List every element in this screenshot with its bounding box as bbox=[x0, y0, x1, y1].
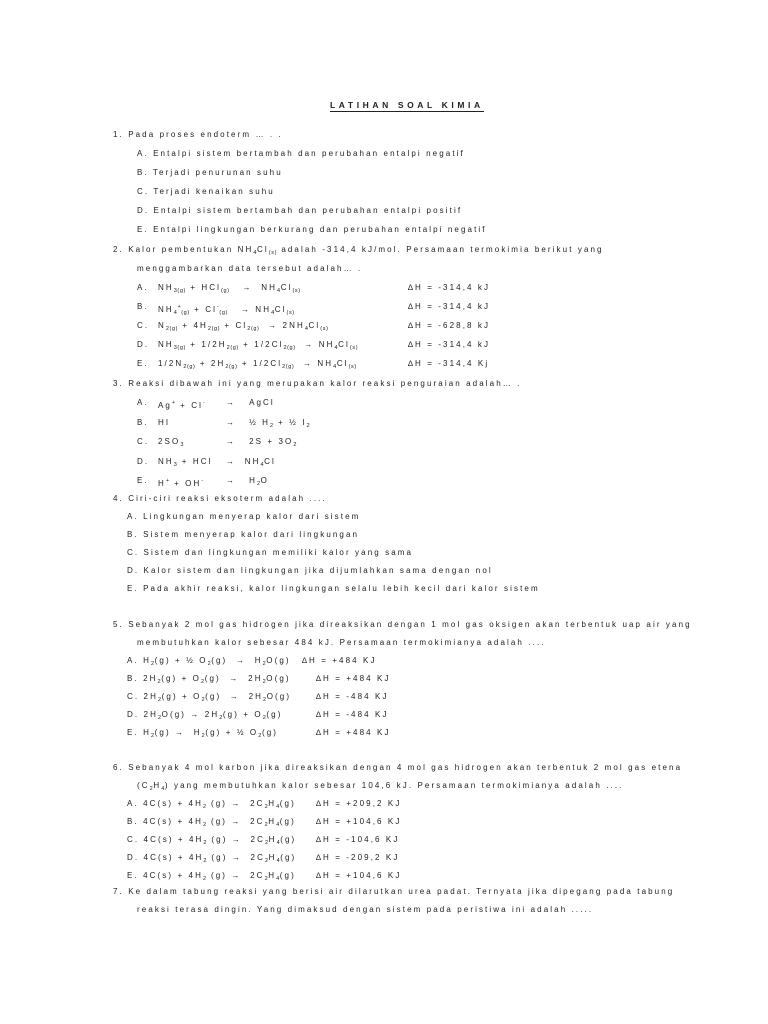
q3-option-d-letter: D. bbox=[137, 457, 150, 466]
q2-option-d-letter: D. bbox=[137, 340, 150, 349]
question-7-stem-cont: reaksi terasa dingin. Yang dimaksud dengan sistem pada peristiwa ini adalah ..... bbox=[137, 905, 594, 914]
q6-option-b-equation: B. $4C(s) + 4H_2$ $(g) \to 2C_2H_4(g)$ bbox=[127, 817, 296, 828]
question-5-stem: 5. Sebanyak 2 mol gas hidrogen jika direaksikan dengan 1 mol gas oksigen akan terbentuk uap air yang bbox=[113, 620, 692, 629]
q5-option-b-equation: B. $2H_2(g) + O_2(g) \to 2H_2O(g)$ bbox=[127, 674, 291, 685]
q2-option-c-letter: C. bbox=[137, 321, 150, 330]
question-2-stem-cont: menggambarkan data tersebut adalah… . bbox=[137, 264, 363, 273]
q6-option-d-dh: ∆H = -209,2 KJ bbox=[316, 853, 400, 862]
q5-option-b-dh: ∆H = +484 KJ bbox=[316, 674, 391, 683]
q4-option-d: D. Kalor sistem dan lingkungan jika dijumlahkan sama dengan nol bbox=[127, 566, 493, 575]
q6-option-a-equation: A. $4C(s) + 4H_2$ $(g) \to 2C_2H_4(g)$ bbox=[127, 799, 296, 810]
q5-option-c-dh: ∆H = -484 KJ bbox=[316, 692, 389, 701]
page-title: LATIHAN SOAL KIMIA bbox=[330, 100, 484, 110]
q2-option-b-dh: ∆H = -314,4 kJ bbox=[408, 302, 491, 311]
q3-option-d-product: → $NH_4Cl$ bbox=[226, 457, 276, 468]
q3-option-b-reactant: HI bbox=[158, 418, 171, 427]
q2-option-a-letter: A. bbox=[137, 283, 149, 292]
q6-option-d-equation: D. $4C(s) + 4H_2$ $(g) \to 2C_2H_4(g)$ bbox=[127, 853, 297, 864]
q2-option-e-equation: $1/2N_{2(g)} + 2H_{2(g)} + 1/2Cl_{2(g)} \to NH_4Cl_{(s)}$ bbox=[158, 359, 357, 370]
q2-option-b-equation: $NH_4^+_{(g)} + Cl^-_{(g)} \to NH_4Cl_{(s)}$ bbox=[158, 304, 295, 316]
q6-option-c-equation: C. $4C(s) + 4H_2$ $(g) \to 2C_2H_4(g)$ bbox=[127, 835, 297, 846]
q5-option-a-equation: A. $H_2(g)$ + ½ $O_2(g) \to H_2O(g)$ bbox=[127, 656, 291, 667]
q1-option-e: E. Entalpi lingkungan berkurang dan perubahan entalpi negatif bbox=[137, 225, 487, 234]
q3-option-c-reactant: $2SO_3$ bbox=[158, 437, 184, 448]
q4-option-a: A. Lingkungan menyerap kalor dari sistem bbox=[127, 512, 361, 521]
q6-option-b-dh: ∆H = +104,6 KJ bbox=[316, 817, 402, 826]
q1-option-c: C. Terjadi kenaikan suhu bbox=[137, 187, 275, 196]
q2-option-a-equation: $NH_{3(g)} + HCl_{(g)} \to NH_4Cl_{(s)}$ bbox=[158, 283, 301, 294]
q5-option-d-equation: D. $2H_2O(g) \to 2H_2(g) + O_2(g)$ bbox=[127, 710, 283, 721]
q6-option-e-dh: ∆H = +104,6 KJ bbox=[316, 871, 402, 880]
question-2-stem: 2. Kalor pembentukan $NH_4Cl_{(s)}$ adalah -314,4 kJ/mol. Persamaan termokimia berikut yang bbox=[113, 245, 604, 256]
q1-option-d: D. Entalpi sistem bertambah dan perubahan entalpi positif bbox=[137, 206, 463, 215]
q5-option-e-dh: ∆H = +484 KJ bbox=[316, 728, 391, 737]
q2-option-b-letter: B. bbox=[137, 302, 149, 311]
q1-option-b: B. Terjadi penurunan suhu bbox=[137, 168, 283, 177]
question-1-stem: 1. Pada proses endoterm … . . bbox=[113, 130, 283, 139]
q5-option-a-dh: ∆H = +484 KJ bbox=[302, 656, 377, 665]
q3-option-e-product: → $H_2O$ bbox=[226, 476, 269, 487]
question-6-stem-cont: $(C_2H_4)$ yang membutuhkan kalor sebesar 104,6 kJ. Persamaan termokimianya adalah .... bbox=[137, 781, 624, 792]
q3-option-a-letter: A. bbox=[137, 398, 149, 407]
question-7-stem: 7. Ke dalam tabung reaksi yang berisi air dilarutkan urea padat. Ternyata jika dipegang pada tabung bbox=[113, 887, 675, 896]
q4-option-e: E. Pada akhir reaksi, kalor lingkungan selalu lebih kecil dari kalor sistem bbox=[127, 584, 540, 593]
q3-option-e-reactant: H+ + OH- bbox=[158, 478, 204, 488]
question-6-stem: 6. Sebanyak 4 mol karbon jika direaksikan dengan 4 mol gas hidrogen akan terbentuk 2 mol gas etena bbox=[113, 763, 683, 772]
q2-option-a-dh: ∆H = -314,4 kJ bbox=[408, 283, 491, 292]
q2-option-e-letter: E. bbox=[137, 359, 149, 368]
q3-option-c-product: → $2S + 3O_2$ bbox=[226, 437, 298, 448]
q1-option-a: A. Entalpi sistem bertambah dan perubahan entalpi negatif bbox=[137, 149, 465, 158]
q6-option-a-dh: ∆H = +209,2 KJ bbox=[316, 799, 402, 808]
q5-option-c-equation: C. $2H_2(g) + O_2(g) \to 2H_2O(g)$ bbox=[127, 692, 292, 703]
q3-option-b-product: → ½ $H_2$ + ½ $I_2$ bbox=[226, 418, 311, 429]
q4-option-b: B. Sistem menyerap kalor dari lingkungan bbox=[127, 530, 360, 539]
q5-option-d-dh: ∆H = -484 KJ bbox=[316, 710, 389, 719]
q2-option-e-dh: ∆H = -314,4 Kj bbox=[408, 359, 490, 368]
q3-option-a-product: → AgCl bbox=[226, 398, 275, 407]
q2-option-d-equation: $NH_{3(g)} + 1/2H_{2(g)} + 1/2Cl_{2(g)} \to NH_4Cl_{(s)}$ bbox=[158, 340, 359, 351]
q3-option-d-reactant: $NH_3$ + HCl bbox=[158, 457, 213, 468]
question-3-stem: 3. Reaksi dibawah ini yang merupakan kalor reaksi penguraian adalah… . bbox=[113, 379, 522, 388]
q6-option-e-equation: E. $4C(s) + 4H_2$ $(g) \to 2C_2H_4(g)$ bbox=[127, 871, 296, 882]
q2-option-c-dh: ∆H = -628,8 kJ bbox=[408, 321, 491, 330]
q3-option-a-reactant: Ag+ + Cl- bbox=[158, 400, 206, 410]
q2-option-c-equation: $N_{2(g)} + 4H_{2(g)} + Cl_{2(g)} \to 2NH_4Cl_{(s)}$ bbox=[158, 321, 329, 332]
q3-option-e-letter: E. bbox=[137, 476, 149, 485]
q4-option-c: C. Sistem dan lingkungan memiliki kalor yang sama bbox=[127, 548, 414, 557]
q5-option-e-equation: E. $H_2(g) \to H_2(g)$ + ½ $O_2(g)$ bbox=[127, 728, 279, 739]
q3-option-c-letter: C. bbox=[137, 437, 150, 446]
q3-option-b-letter: B. bbox=[137, 418, 149, 427]
question-4-stem: 4. Ciri-ciri reaksi eksoterm adalah .... bbox=[113, 494, 327, 503]
q6-option-c-dh: ∆H = -104,6 KJ bbox=[316, 835, 400, 844]
question-5-stem-cont: membutuhkan kalor sebesar 484 kJ. Persamaan termokimianya adalah .... bbox=[137, 638, 546, 647]
q2-option-d-dh: ∆H = -314,4 kJ bbox=[408, 340, 491, 349]
